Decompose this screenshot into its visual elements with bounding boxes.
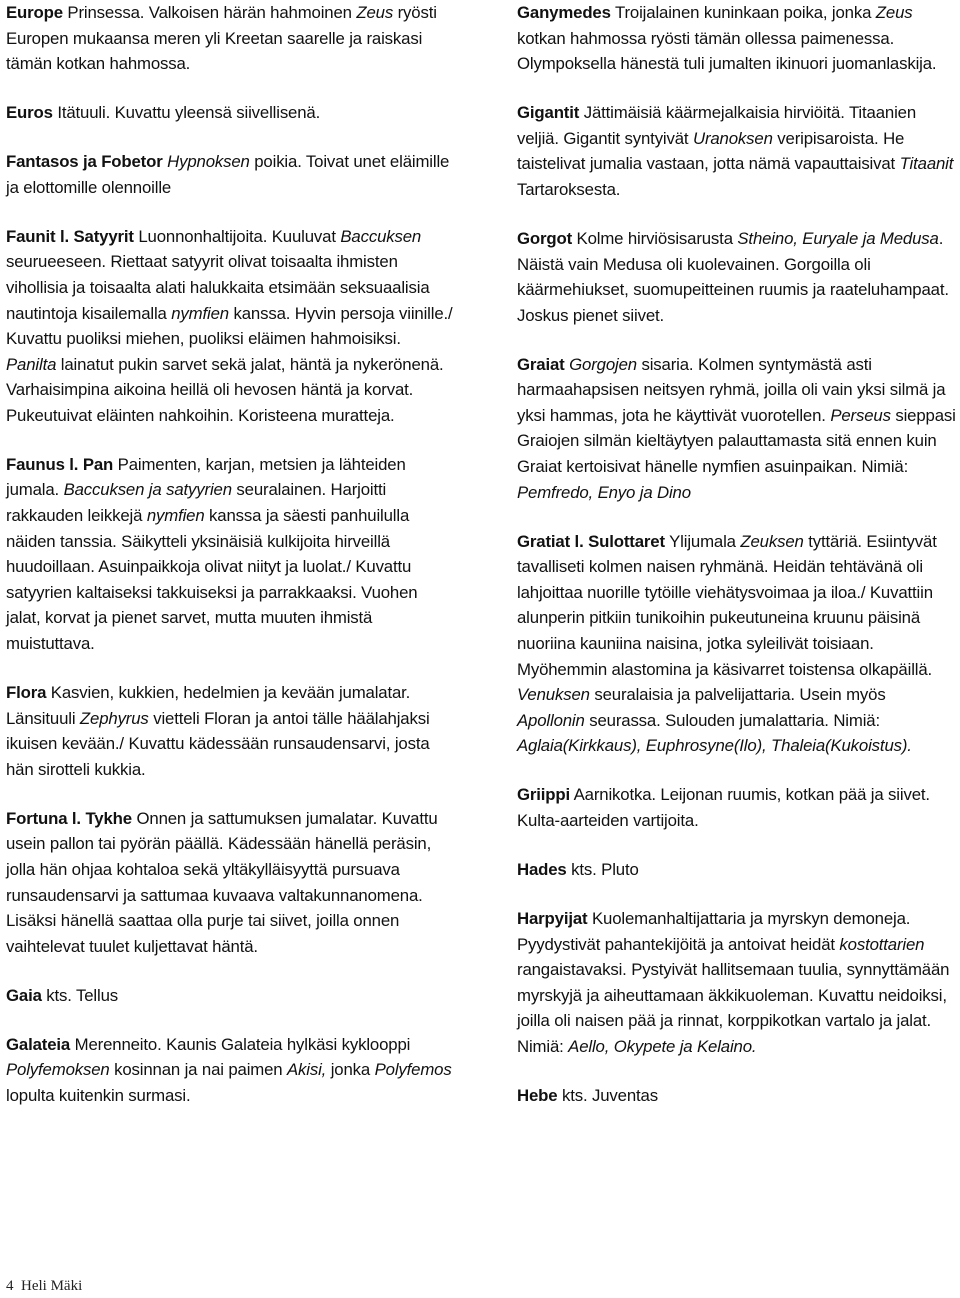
- entry-text: Aarnikotka. Leijonan ruumis, kotkan pää ja siivet. Kulta-aarteiden vartijoita.: [517, 785, 930, 830]
- entry-term: Fortuna l. Tykhe: [6, 808, 132, 828]
- entry-term: Harpyijat: [517, 908, 588, 928]
- entry-italic-text: Titaanit: [899, 154, 954, 174]
- entry-text: seuralaisia ja palvelijattaria. Usein myös: [589, 685, 886, 705]
- glossary-entry: [6, 452, 454, 657]
- entry-text: kts. Juventas: [557, 1085, 658, 1105]
- entry-text: Kasvien, kukkien, hedelmien ja kevään jumalatar. Länsituuli: [6, 683, 411, 728]
- entry-text: vietteli Floran ja antoi tälle häälahjaksi ikuisen kevään./ Kuvattu kädessään runsaudensarvi, josta hän sirotteli kukkia.: [6, 708, 430, 779]
- entry-italic-text: Zeus: [875, 3, 913, 22]
- entry-italic-text: Hypnoksen: [167, 152, 250, 172]
- entry-italic-text: Polyfemos: [374, 1060, 452, 1080]
- entry-term: Faunus l. Pan: [6, 454, 114, 474]
- entry-text: poikia. Toivat unet eläimille ja elottomille olennoille: [6, 152, 450, 197]
- entry-italic-text: Gorgojen: [569, 354, 637, 374]
- entry-term: Galateia: [6, 1034, 71, 1054]
- entry-italic-text: kostottarien: [839, 934, 925, 954]
- entry-text: kts. Pluto: [566, 859, 639, 879]
- footer-author: Heli Mäki: [21, 1278, 83, 1294]
- glossary-entry: [517, 782, 957, 833]
- entry-text: kanssa. Hyvin persoja viinille./ Kuvattu puoliksi miehen, puoliksi eläimen hahmoisiksi.: [6, 303, 453, 349]
- page-number: 4: [6, 1278, 14, 1294]
- entry-text: lainatut pukin sarvet sekä jalat, häntä ja nykerönenä. Varhaisimpina aikoina heillä oli hevosen häntä ja korvat. Pukeutuivat eläinten nahkoihin. Koristeena muratteja.: [6, 354, 444, 425]
- entry-term: Graiat: [517, 354, 565, 374]
- entry-text: . Näistä vain Medusa oli kuolevainen. Gorgoilla oli käärmehiukset, suomupeitteinen ruumis ja raateluhampaat. Joskus pienet siivet.: [517, 228, 949, 325]
- entry-text: sieppasi Graiojen silmän kieltäytyen palauttamasta sitä ennen kuin Graiat kertoisivat hänelle nymfien asuinpaikan. Nimiä:: [517, 405, 956, 477]
- entry-term: Faunit l. Satyyrit: [6, 226, 134, 246]
- entry-italic-text: Zeuksen: [740, 531, 804, 551]
- entry-italic-text: Zeus: [356, 3, 394, 22]
- entry-text: ryösti Europen mukaansa meren yli Kreetan saarelle ja raiskasi tämän kotkan hahmossa.: [6, 3, 437, 74]
- entry-text: Jättimäisiä käärmejalkaisia hirviöitä. Titaanien veljiä. Gigantit syntyivät: [517, 103, 917, 148]
- entry-italic-text: Akisi,: [287, 1060, 327, 1080]
- entry-italic-text: Apollonin: [517, 710, 585, 730]
- entry-term: Hades: [517, 859, 567, 879]
- glossary-entry: [6, 806, 454, 960]
- entry-term: Gorgot: [517, 228, 573, 248]
- entry-text: Prinsessa. Valkoisen härän hahmoinen: [62, 3, 357, 22]
- entry-text: sisaria. Kolmen syntymästä asti harmaahapsisen neitsyen ryhmä, joilla oli vain yksi silmä ja yksi hammas, jota he käyttivät vuorotellen.: [517, 354, 946, 425]
- entry-text: Kolme hirviösisarusta: [572, 228, 738, 248]
- entry-term: Gigantit: [517, 103, 580, 123]
- glossary-entry: [6, 983, 454, 1009]
- glossary-entry: [6, 149, 454, 200]
- entry-text: Luonnonhaltijoita. Kuuluvat: [133, 226, 341, 246]
- entry-term: Griippi: [517, 785, 571, 805]
- entry-term: Hebe: [517, 1085, 558, 1105]
- entry-text: kosinnan ja nai paimen: [109, 1060, 287, 1080]
- entry-text: Onnen ja sattumuksen jumalatar. Kuvattu usein pallon tai pyörän päällä. Kädessään hänellä peräsin, jolla hän ohjaa kohtaloa sekä yltäkylläisyyttä pursuava runsaudensarvi ja sattumaa kuvaava valtakunnanomena. Lisäksi hänellä saattaa olla purje tai siivet, joilla onnen vaihtelevat tuulet kuljettavat häntä.: [6, 808, 438, 956]
- entry-italic-text: Baccuksen ja satyyrien: [63, 480, 232, 500]
- entry-text: Itätuuli. Kuvattu yleensä siivellisenä.: [52, 103, 321, 123]
- entry-italic-text: Uranoksen: [692, 128, 773, 148]
- glossary-entry: [517, 352, 957, 506]
- entry-italic-text: Pemfredo, Enyo ja Dino: [517, 482, 691, 502]
- entry-text: kanssa ja säesti panhuilulla näiden tanssia. Säikytteli yksinäisiä kulkijoita hirveillä huudoillaan. Asuinpaikkoja olivat niityt ja luolat./ Kuvattu satyyrien kaltaiseksi takkuiseksi ja parrakkaaksi. Vuohen jalat, korvat ja pienet sarvet, mutta muuten ihmistä muistuttava.: [6, 506, 418, 654]
- entry-italic-text: Aello, Okypete ja Kelaino.: [568, 1036, 757, 1056]
- glossary-entry: [517, 857, 957, 883]
- right-column: [517, 0, 957, 1109]
- entry-text: Paimenten, karjan, metsien ja lähteiden jumala.: [6, 454, 406, 500]
- entry-term: Europe: [6, 3, 63, 22]
- glossary-entry: [517, 0, 957, 77]
- entry-text: kts. Tellus: [41, 985, 119, 1005]
- entry-text: tyttäriä. Esiintyvät tavalliseti kolmen naisen ryhmänä. Heidän tehtävänä oli lahjoittaa nuorille tytöille viehätysvoimaa ja iloa./ Kuvattiin alunperin pitkiin tunikoihin pukeutuneina kruunu päisinä nuoriina kauniina naisina, jotka syleilivät toisiaan. Myöhemmin alastomina ja käsivarret toistensa olkapäillä.: [517, 531, 937, 679]
- entry-term: Flora: [6, 683, 47, 703]
- entry-italic-text: Panilta: [6, 354, 57, 374]
- glossary-entry: [6, 1032, 454, 1109]
- entry-text: Tartaroksesta.: [517, 179, 621, 199]
- glossary-entry: [6, 224, 454, 429]
- entry-italic-text: Stheino, Euryale ja Medusa: [737, 228, 939, 248]
- glossary-entry: [517, 529, 957, 759]
- entry-text: Ylijumala: [664, 531, 741, 551]
- glossary-entry: [6, 100, 454, 126]
- entry-text: kotkan hahmossa ryösti tämän ollessa paimenessa. Olympoksella hänestä tuli jumalten ikinuori juomanlaskija.: [517, 28, 937, 74]
- entry-text: veripisaroista. He taistelivat jumalia vastaan, jotta nämä vapauttaisivat: [517, 128, 905, 174]
- entry-text: Merenneito. Kaunis Galateia hylkäsi kyklooppi: [70, 1034, 411, 1054]
- page-footer: [6, 1278, 82, 1295]
- entry-text: jonka: [326, 1060, 375, 1080]
- entry-italic-text: nymfien: [146, 506, 205, 526]
- entry-text: seurassa. Sulouden jumalattaria. Nimiä:: [584, 710, 880, 730]
- entry-italic-text: Venuksen: [517, 685, 590, 705]
- entry-term: Gratiat l. Sulottaret: [517, 531, 665, 551]
- glossary-entry: [517, 100, 957, 202]
- entry-term: Fantasos ja Fobetor: [6, 152, 163, 172]
- entry-text: seurueeseen. Riettaat satyyrit olivat toisaalta ihmisten vihollisia ja toisaalta alati halukkaita etsimään seksuaalisia nautintoja kisailemalla: [6, 252, 430, 323]
- glossary-entry: [6, 0, 454, 77]
- left-column: [6, 0, 454, 1109]
- entry-term: Ganymedes: [517, 3, 611, 22]
- entry-italic-text: Perseus: [830, 405, 891, 425]
- entry-text: rangaistavaksi. Pystyivät hallitsemaan tuulia, synnyttämään myrskyjä ja aiheuttamaan äkkikuoleman. Kuvattu neidoiksi, joilla oli naisen pää ja rinnat, korppikotkan vartalo ja jalat. Nimiä:: [517, 960, 950, 1056]
- entry-text: Kuolemanhaltijattaria ja myrskyn demoneja. Pyydystivät pahantekijöitä ja antoivat heidät: [517, 908, 911, 954]
- entry-italic-text: nymfien: [171, 303, 229, 323]
- entry-italic-text: Baccuksen: [340, 226, 422, 246]
- entry-italic-text: Polyfemoksen: [6, 1060, 110, 1080]
- entry-term: Gaia: [6, 985, 42, 1005]
- entry-italic-text: Zephyrus: [79, 708, 149, 728]
- glossary-entry: [6, 680, 454, 782]
- glossary-entry: [517, 906, 957, 1060]
- glossary-entry: [517, 1083, 957, 1109]
- entry-term: Euros: [6, 103, 53, 123]
- entry-text: Troijalainen kuninkaan poika, jonka: [610, 3, 876, 22]
- entry-text: lopulta kuitenkin surmasi.: [6, 1085, 191, 1105]
- glossary-entry: [517, 226, 957, 328]
- entry-italic-text: Aglaia(Kirkkaus), Euphrosyne(Ilo), Thaleia(Kukoistus).: [517, 736, 912, 756]
- entry-text: seuralainen. Harjoitti rakkauden leikkejä: [6, 480, 387, 526]
